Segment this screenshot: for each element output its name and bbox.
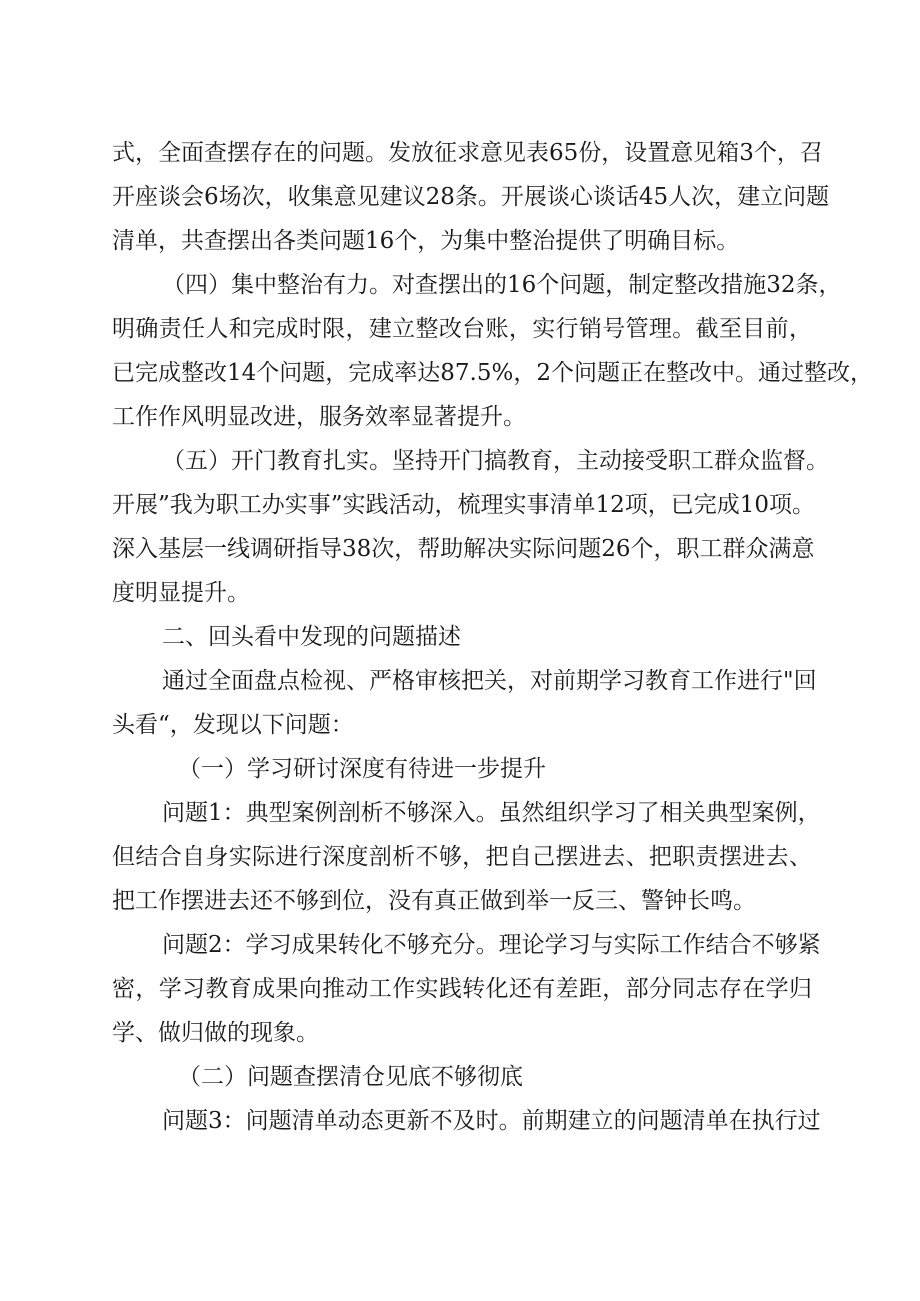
paragraph-line: 开展”我为职工办实事”实践活动，梳理实事清单12项，已完成10项。 <box>112 492 816 518</box>
subsection-heading: （一）学习研讨深度有待进一步提升 <box>178 756 546 782</box>
paragraph-line: 把工作摆进去还不够到位，没有真正做到举一反三、警钟长鸣。 <box>112 888 756 914</box>
paragraph-line: 深入基层一线调研指导38次，帮助解决实际问题26个，职工群众满意 <box>112 536 815 562</box>
paragraph-line: 度明显提升。 <box>112 580 250 606</box>
paragraph-line: 式，全面查摆存在的问题。发放征求意见表65份，设置意见箱3个，召 <box>112 140 823 166</box>
paragraph-line: 学、做归做的现象。 <box>112 1020 319 1046</box>
paragraph-line: 已完成整改14个问题，完成率达87.5%，2个问题正在整改中。通过整改， <box>112 360 873 386</box>
paragraph-line: 开座谈会6场次，收集意见建议28条。开展谈心谈话45人次，建立问题 <box>112 184 830 210</box>
paragraph-line: 头看“，发现以下问题： <box>112 712 354 738</box>
paragraph-line: 但结合自身实际进行深度剖析不够，把自己摆进去、把职责摆进去、 <box>112 844 812 870</box>
paragraph-line: 明确责任人和完成时限，建立整改台账，实行销号管理。截至目前， <box>112 316 812 342</box>
paragraph-line: 通过全面盘点检视、严格审核把关，对前期学习教育工作进行"回 <box>162 668 817 694</box>
paragraph-line: （五）开门教育扎实。坚持开门搞教育，主动接受职工群众监督。 <box>162 448 829 474</box>
paragraph-line: 问题2：学习成果转化不够充分。理论学习与实际工作结合不够紧 <box>162 932 821 958</box>
paragraph-line: （四）集中整治有力。对查摆出的16个问题，制定整改措施32条， <box>162 272 842 298</box>
paragraph-line: 问题3：问题清单动态更新不及时。前期建立的问题清单在执行过 <box>162 1108 821 1134</box>
paragraph-line: 密，学习教育成果向推动工作实践转化还有差距，部分同志存在学归 <box>112 976 812 1002</box>
section-heading: 二、回头看中发现的问题描述 <box>162 624 461 650</box>
subsection-heading: （二）问题查摆清仓见底不够彻底 <box>178 1064 523 1090</box>
paragraph-line: 工作作风明显改进，服务效率显著提升。 <box>112 404 526 430</box>
paragraph-line: 问题1：典型案例剖析不够深入。虽然组织学习了相关典型案例， <box>162 800 821 826</box>
paragraph-line: 清单，共查摆出各类问题16个，为集中整治提供了明确目标。 <box>112 228 740 254</box>
